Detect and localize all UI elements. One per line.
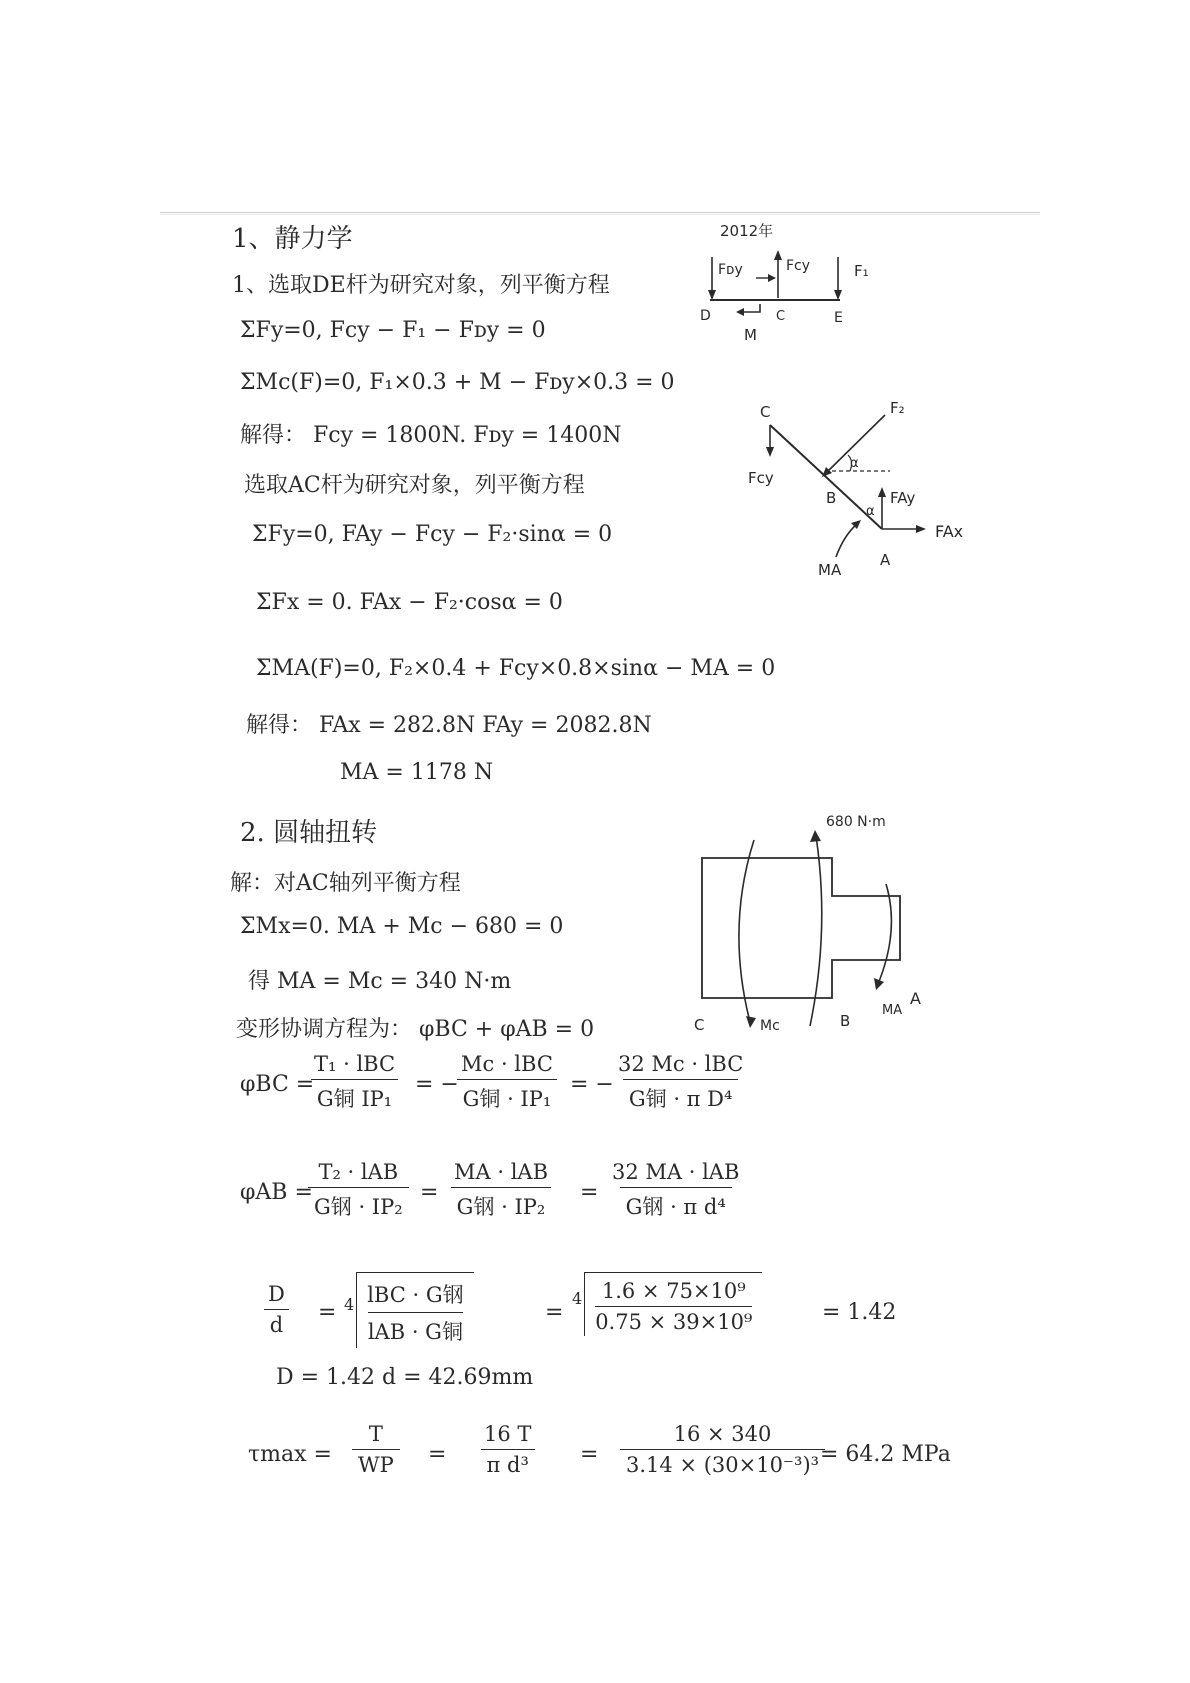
label-fcy-ac: Fcy	[748, 469, 774, 487]
label-c-ac: C	[760, 403, 771, 421]
phi-ab-frac-2-den: G钢 · IP₂	[451, 1187, 552, 1221]
scan-top-edge-shadow	[160, 214, 1040, 215]
section1-step1: 1、选取DE杆为研究对象，列平衡方程	[232, 273, 610, 298]
d-result: D = 1.42 d = 42.69mm	[276, 1365, 534, 1390]
label-c-shaft: C	[694, 1016, 705, 1034]
label-ma-ac: MA	[818, 561, 842, 579]
label-f1: F₁	[854, 262, 869, 280]
tau-frac-3-num: 16 × 340	[673, 1422, 772, 1446]
phi-bc-label: φBC =	[240, 1072, 315, 1097]
label-fay: FAy	[890, 489, 916, 507]
tau-eq-2: =	[580, 1442, 599, 1467]
phi-bc-frac-3-den: G铜 · π D⁴	[623, 1079, 739, 1113]
root-symbolic-num: lBC · G钢	[367, 1283, 464, 1307]
tau-frac-2-den: π d³	[481, 1449, 535, 1477]
label-680: 680 N·m	[826, 814, 886, 830]
mc-torque-arrow	[739, 840, 754, 1022]
label-fdy: Fᴅy	[718, 262, 743, 278]
fourth-root-numeric: 4 $\frac{\text{1.6 × 75×10⁹}}{\text{0.75 × 39×10⁹}}$	[572, 1272, 762, 1336]
phi-bc-eq-1: = −	[415, 1072, 459, 1097]
phi-bc-frac-2-den: G铜 · IP₁	[457, 1079, 558, 1113]
section2-step1: 解：对AC轴列平衡方程	[230, 871, 461, 896]
label-alpha-1: α	[850, 456, 859, 471]
equation-sum-fy-de: ΣFy=0, Fcy − F₁ − Fᴅy = 0	[240, 318, 546, 343]
label-a-ac: A	[880, 551, 891, 569]
d-ratio-num: D	[268, 1282, 285, 1306]
solution-ac: 解得： FAx = 282.8N FAy = 2082.8N	[246, 713, 652, 738]
d-ratio-frac	[262, 1282, 291, 1337]
label-b: B	[826, 489, 837, 507]
phi-bc-frac-1-num: T₁ · lBC	[314, 1052, 396, 1076]
de-bar-diagram	[690, 212, 900, 362]
phi-bc-frac-2-num: Mc · lBC	[461, 1052, 553, 1076]
phi-ab-frac-2	[448, 1160, 554, 1221]
phi-ab-frac-1-num: T₂ · lAB	[318, 1160, 399, 1184]
label-fax: FAx	[935, 522, 964, 541]
equation-sum-mc-de: ΣMc(F)=0, F₁×0.3 + M − Fᴅy×0.3 = 0	[240, 370, 675, 395]
tau-frac-2	[478, 1422, 537, 1477]
phi-ab-eq-2: =	[580, 1180, 599, 1205]
scan-top-edge	[160, 212, 1040, 213]
d-ratio-eq-2: =	[545, 1300, 564, 1325]
label-b-shaft: B	[840, 1012, 851, 1030]
section1-step2: 选取AC杆为研究对象，列平衡方程	[244, 473, 585, 498]
equation-sum-fx-ac: ΣFx = 0. FAx − F₂·cosα = 0	[256, 590, 563, 615]
root-symbolic-den: lAB · G铜	[368, 1312, 463, 1346]
ac-bar-diagram	[740, 395, 990, 585]
stepped-shaft-diagram	[680, 800, 940, 1040]
phi-ab-frac-3-num: 32 MA · lAB	[612, 1160, 740, 1184]
label-a-shaft: A	[910, 989, 921, 1008]
solution-de: 解得： Fcy = 1800N. Fᴅy = 1400N	[240, 423, 622, 448]
ma-torque-arrow	[878, 884, 891, 984]
root-numeric-den: 0.75 × 39×10⁹	[595, 1306, 752, 1334]
label-m: M	[744, 326, 757, 344]
phi-ab-frac-1-den: G钢 · IP₂	[308, 1187, 409, 1221]
tau-frac-1-num: T	[368, 1422, 383, 1446]
section1-heading: 1、静力学	[232, 224, 353, 254]
d-ratio-den: d	[264, 1309, 289, 1337]
shaft-outline	[702, 858, 900, 998]
equation-sum-mx: ΣMx=0. MA + Mc − 680 = 0	[240, 914, 564, 939]
label-alpha-2: α	[866, 504, 875, 519]
phi-bc-frac-1-den: G铜 IP₁	[311, 1079, 398, 1113]
tau-frac-1	[352, 1422, 400, 1477]
label-d: D	[700, 308, 711, 324]
label-mc-shaft: Mc	[760, 1018, 780, 1034]
year-label: 2012年	[720, 222, 774, 240]
phi-bc-frac-1	[308, 1052, 401, 1113]
phi-ab-frac-1	[308, 1160, 409, 1221]
fourth-root-symbolic: 4 lBC · G钢 lAB · G铜	[344, 1272, 474, 1348]
root-numeric-num: 1.6 × 75×10⁹	[601, 1279, 746, 1303]
tau-frac-3	[620, 1422, 825, 1477]
d-ratio-eq-1: =	[318, 1300, 337, 1325]
label-fcy: Fcy	[786, 258, 811, 274]
compatibility-equation: 变形协调方程为： φBC + φAB = 0	[236, 1017, 595, 1042]
equation-sum-ma-ac: ΣMA(F)=0, F₂×0.4 + Fcy×0.8×sinα − MA = 0	[256, 656, 776, 681]
tau-eq-1: =	[428, 1442, 447, 1467]
phi-bc-frac-3-num: 32 Mc · lBC	[618, 1052, 744, 1076]
d-ratio-result: = 1.42	[822, 1300, 897, 1325]
tau-frac-3-den: 3.14 × (30×10⁻³)³	[620, 1449, 825, 1477]
phi-bc-frac-2	[455, 1052, 559, 1113]
tau-frac-2-num: 16 T	[484, 1422, 532, 1446]
phi-ab-eq-1: =	[420, 1180, 439, 1205]
label-e: E	[834, 310, 843, 326]
moment-ma-arrow	[836, 523, 858, 557]
label-ma-shaft: MA	[882, 1003, 903, 1018]
phi-ab-frac-2-num: MA · lAB	[454, 1160, 549, 1184]
solution-ma: MA = 1178 N	[340, 760, 494, 785]
phi-ab-frac-3	[606, 1160, 745, 1221]
phi-bc-eq-2: = −	[570, 1072, 614, 1097]
section2-heading: 2. 圆轴扭转	[240, 818, 378, 848]
result-ma-mc: 得 MA = Mc = 340 N·m	[248, 969, 512, 994]
label-c: C	[776, 309, 786, 324]
equation-sum-fy-ac: ΣFy=0, FAy − Fcy − F₂·sinα = 0	[252, 522, 613, 547]
phi-ab-frac-3-den: G钢 · π d⁴	[620, 1187, 732, 1221]
label-f2: F₂	[890, 399, 905, 417]
phi-bc-frac-3	[612, 1052, 749, 1113]
tau-max-label: τmax =	[248, 1442, 332, 1467]
phi-ab-label: φAB =	[240, 1180, 313, 1205]
tau-result: = 64.2 MPa	[820, 1442, 951, 1467]
tau-frac-1-den: WP	[352, 1449, 400, 1477]
